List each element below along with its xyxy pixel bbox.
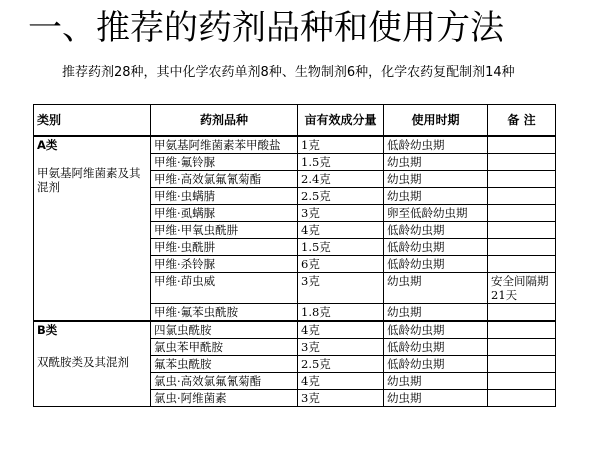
dose-cell: 4克 xyxy=(298,222,384,239)
header-dose: 亩有效成分量 xyxy=(298,105,384,137)
table-header-row xyxy=(34,105,556,137)
drug-cell: 四氯虫酰胺 xyxy=(151,321,298,339)
period-cell: 低龄幼虫期 xyxy=(384,222,488,239)
note-cell xyxy=(488,390,556,407)
note-cell xyxy=(488,154,556,171)
note-cell xyxy=(488,136,556,154)
dose-cell: 1.8克 xyxy=(298,304,384,322)
drug-cell: 甲维·氟苯虫酰胺 xyxy=(151,304,298,322)
dose-cell: 4克 xyxy=(298,321,384,339)
note-cell xyxy=(488,356,556,373)
drug-cell: 甲维·虫螨腈 xyxy=(151,188,298,205)
dose-cell: 3克 xyxy=(298,339,384,356)
period-cell: 幼虫期 xyxy=(384,390,488,407)
category-cell-a xyxy=(34,136,151,321)
drug-cell: 氟苯虫酰胺 xyxy=(151,356,298,373)
category-code: A类 xyxy=(37,138,58,152)
dose-cell: 1.5克 xyxy=(298,239,384,256)
dose-cell: 2.4克 xyxy=(298,171,384,188)
table-row xyxy=(34,136,556,154)
note-cell xyxy=(488,222,556,239)
category-code: B类 xyxy=(37,323,58,337)
note-cell xyxy=(488,339,556,356)
drug-cell: 甲维·高效氯氟氰菊酯 xyxy=(151,171,298,188)
page-subtitle: 推荐药剂28种，其中化学农药单剂8种、生物制剂6种，化学农药复配制剂14种 xyxy=(62,65,515,80)
period-cell: 低龄幼虫期 xyxy=(384,356,488,373)
pesticide-table xyxy=(33,104,556,407)
period-cell: 低龄幼虫期 xyxy=(384,321,488,339)
drug-cell: 甲维·虫酰肼 xyxy=(151,239,298,256)
category-name: 甲氨基阿维菌素及其混剂 xyxy=(37,166,141,194)
dose-cell: 2.5克 xyxy=(298,188,384,205)
drug-cell: 氯虫苯甲酰胺 xyxy=(151,339,298,356)
category-cell-b xyxy=(34,321,151,407)
note-cell xyxy=(488,188,556,205)
header-category: 类别 xyxy=(34,105,151,137)
drug-cell: 甲维·氟铃脲 xyxy=(151,154,298,171)
note-cell xyxy=(488,321,556,339)
note-cell xyxy=(488,239,556,256)
dose-cell: 1.5克 xyxy=(298,154,384,171)
period-cell: 低龄幼虫期 xyxy=(384,256,488,273)
note-cell xyxy=(488,171,556,188)
period-cell: 幼虫期 xyxy=(384,171,488,188)
note-cell xyxy=(488,304,556,322)
drug-cell: 甲维·甲氧虫酰肼 xyxy=(151,222,298,239)
header-drug: 药剂品种 xyxy=(151,105,298,137)
note-cell xyxy=(488,205,556,222)
dose-cell: 3克 xyxy=(298,273,384,304)
period-cell: 幼虫期 xyxy=(384,154,488,171)
drug-cell: 氯虫·高效氯氟氰菊酯 xyxy=(151,373,298,390)
dose-cell: 1克 xyxy=(298,136,384,154)
note-cell xyxy=(488,373,556,390)
period-cell: 低龄幼虫期 xyxy=(384,339,488,356)
note-cell xyxy=(488,256,556,273)
header-note: 备 注 xyxy=(488,105,556,137)
dose-cell: 4克 xyxy=(298,373,384,390)
category-name: 双酰胺类及其混剂 xyxy=(37,355,129,369)
drug-cell: 甲维·虱螨脲 xyxy=(151,205,298,222)
period-cell: 低龄幼虫期 xyxy=(384,136,488,154)
period-cell: 低龄幼虫期 xyxy=(384,239,488,256)
drug-cell: 甲维·杀铃脲 xyxy=(151,256,298,273)
dose-cell: 2.5克 xyxy=(298,356,384,373)
drug-cell: 甲氨基阿维菌素苯甲酸盐 xyxy=(151,136,298,154)
period-cell: 幼虫期 xyxy=(384,273,488,304)
note-cell: 安全间隔期21天 xyxy=(488,273,556,304)
period-cell: 卵至低龄幼虫期 xyxy=(384,205,488,222)
page-title: 一、推荐的药剂品种和使用方法 xyxy=(28,8,504,48)
drug-cell: 甲维·茚虫威 xyxy=(151,273,298,304)
period-cell: 幼虫期 xyxy=(384,373,488,390)
period-cell: 幼虫期 xyxy=(384,304,488,322)
drug-cell: 氯虫·阿维菌素 xyxy=(151,390,298,407)
dose-cell: 3克 xyxy=(298,205,384,222)
period-cell: 幼虫期 xyxy=(384,188,488,205)
dose-cell: 6克 xyxy=(298,256,384,273)
header-period: 使用时期 xyxy=(384,105,488,137)
dose-cell: 3克 xyxy=(298,390,384,407)
table-row xyxy=(34,321,556,339)
